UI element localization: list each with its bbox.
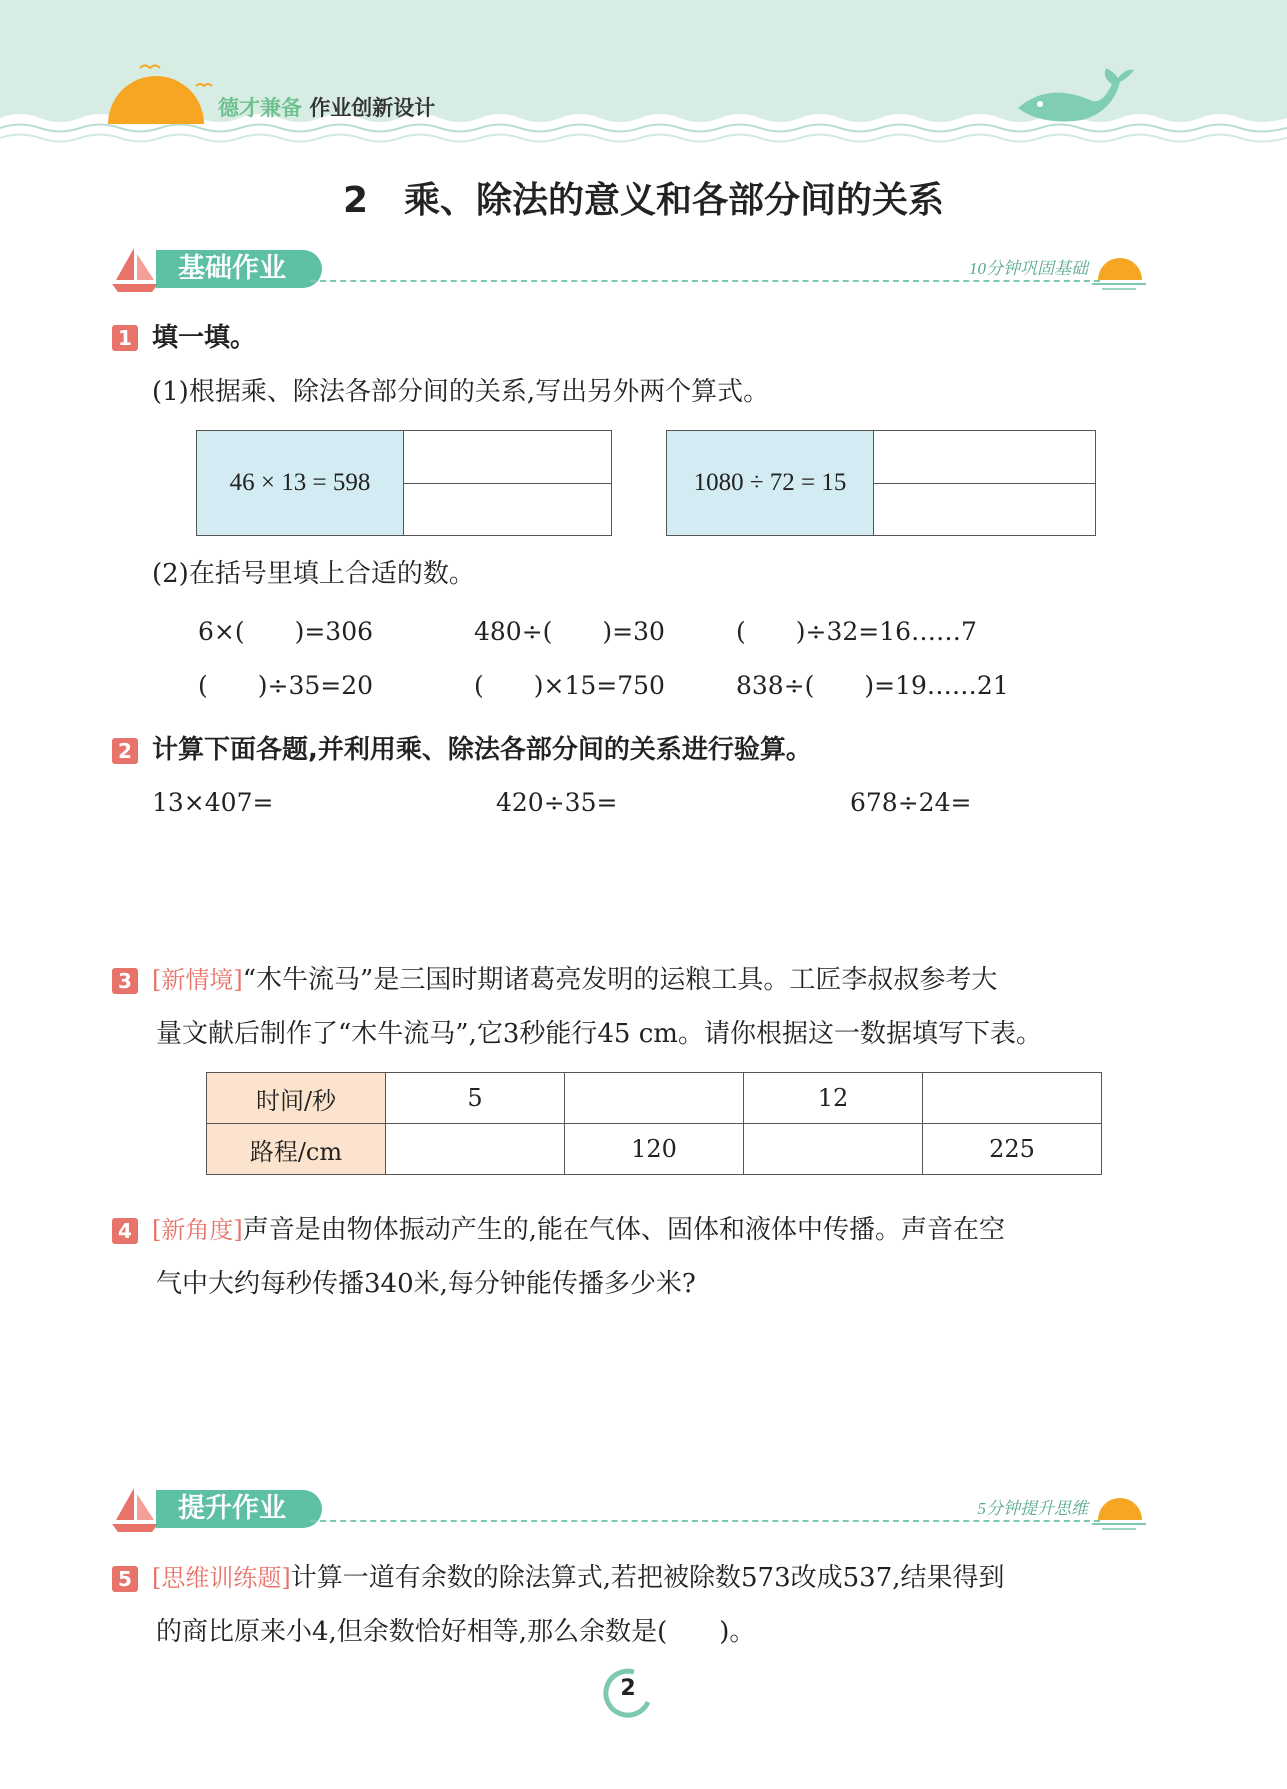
brand-dark: 作业创新设计 (309, 96, 436, 120)
q1-part1-prompt: (1)根据乘、除法各部分间的关系,写出另外两个算式。 (152, 377, 770, 407)
q2-heading: 计算下面各题,并利用乘、除法各部分间的关系进行验算。 (152, 735, 812, 765)
table-cell[interactable] (386, 1124, 565, 1175)
question-number-2: 2 (112, 738, 138, 764)
section-basic-label: 基础作业 (156, 250, 322, 288)
question-number-5: 5 (112, 1566, 138, 1592)
equation-box-2 (666, 430, 1096, 536)
sun-icon (108, 76, 204, 124)
q5-text1: 计算一道有余数的除法算式,若把被除数573改成537,结果得到 (290, 1563, 1005, 1593)
q1-part2-prompt: (2)在括号里填上合适的数。 (152, 559, 475, 589)
q3-line2: 量文献后制作了“木牛流马”,它3秒能行45 cm。请你根据这一数据填写下表。 (156, 1019, 1042, 1049)
table-cell[interactable]: 225 (923, 1124, 1102, 1175)
section-advanced-header (110, 1484, 1150, 1534)
time-distance-table (206, 1072, 1102, 1175)
fill-blank-item[interactable]: 480÷( )=30 (474, 617, 665, 646)
question-number-1: 1 (112, 325, 138, 351)
q1-heading: 填一填。 (152, 323, 257, 353)
page-number: 2 (620, 1676, 636, 1701)
fill-blank-item[interactable]: ( )×15=750 (474, 671, 665, 700)
brand-title (218, 92, 435, 122)
section-basic-header (110, 244, 1150, 294)
table-cell[interactable] (744, 1124, 923, 1175)
q3-tag: [新情境] (152, 966, 243, 994)
sunset-icon (1092, 1490, 1146, 1530)
equation-box-1 (196, 430, 612, 536)
sailboat-icon (110, 1484, 160, 1534)
header-decoration (0, 0, 1287, 150)
header-band (0, 0, 1287, 150)
question-number-4: 4 (112, 1218, 138, 1244)
page-title: 2 乘、除法的意义和各部分间的关系 (342, 180, 945, 221)
table-cell[interactable] (923, 1073, 1102, 1124)
whale-icon (1018, 68, 1134, 122)
section-advanced-note: 5分钟提升思维 (977, 1499, 1088, 1518)
table-cell[interactable]: 5 (386, 1073, 565, 1124)
table-cell[interactable]: 120 (565, 1124, 744, 1175)
section-basic-note: 10分钟巩固基础 (969, 259, 1088, 278)
q3-line1 (152, 964, 1152, 996)
fill-blank-item[interactable]: 6×( )=306 (198, 617, 374, 646)
q5-line1 (152, 1562, 1152, 1594)
table-cell[interactable] (565, 1073, 744, 1124)
section-divider (310, 1520, 1100, 1522)
fill-blank-item[interactable]: ( )÷32=16……7 (736, 617, 977, 646)
calc-item[interactable]: 13×407= (152, 788, 274, 817)
section-divider (310, 280, 1100, 282)
table-header-distance: 路程/cm (207, 1124, 386, 1175)
section-advanced-label: 提升作业 (156, 1490, 322, 1528)
sailboat-icon (110, 244, 160, 294)
q5-tag: [思维训练题] (152, 1564, 291, 1592)
equation-given-2: 1080 ÷ 72 = 15 (667, 431, 874, 535)
calc-item[interactable]: 420÷35= (496, 788, 618, 817)
q4-line2: 气中大约每秒传播340米,每分钟能传播多少米? (156, 1269, 696, 1299)
fill-blank-item[interactable]: 838÷( )=19……21 (736, 671, 1009, 700)
table-header-time: 时间/秒 (207, 1073, 386, 1124)
calc-item[interactable]: 678÷24= (850, 788, 972, 817)
table-row (207, 1073, 1102, 1124)
brand-green: 德才兼备 (218, 96, 302, 120)
equation-given-1: 46 × 13 = 598 (197, 431, 404, 535)
table-cell[interactable]: 12 (744, 1073, 923, 1124)
q5-line2: 的商比原来小4,但余数恰好相等,那么余数是( )。 (156, 1617, 756, 1647)
q4-line1 (152, 1214, 1152, 1246)
question-number-3: 3 (112, 968, 138, 994)
q4-tag: [新角度] (152, 1216, 243, 1244)
sunset-icon (1092, 250, 1146, 290)
table-row (207, 1124, 1102, 1175)
answer-line (403, 483, 611, 484)
fill-blank-item[interactable]: ( )÷35=20 (198, 671, 374, 700)
answer-line (873, 483, 1095, 484)
q4-text1: 声音是由物体振动产生的,能在气体、固体和液体中传播。声音在空 (242, 1215, 1005, 1245)
q3-text1: “木牛流马”是三国时期诸葛亮发明的运粮工具。工匠李叔叔参考大 (242, 965, 998, 995)
